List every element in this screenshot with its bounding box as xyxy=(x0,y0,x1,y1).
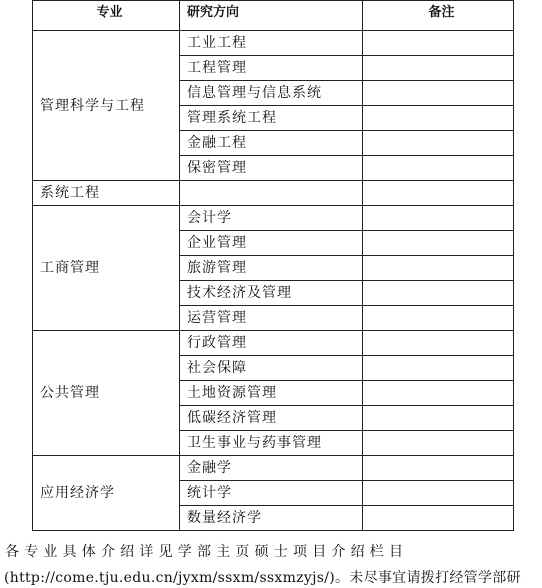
direction-cell: 保密管理 xyxy=(180,156,363,181)
note-cell xyxy=(363,131,514,156)
majors-table xyxy=(32,0,514,531)
direction-cell: 统计学 xyxy=(180,481,363,506)
major-cell: 公共管理 xyxy=(33,331,180,456)
direction-cell: 信息管理与信息系统 xyxy=(180,81,363,106)
note-cell xyxy=(363,381,514,406)
note-cell xyxy=(363,181,514,206)
direction-cell: 工业工程 xyxy=(180,31,363,56)
direction-cell: 行政管理 xyxy=(180,331,363,356)
direction-cell: 旅游管理 xyxy=(180,256,363,281)
major-cell: 应用经济学 xyxy=(33,456,180,531)
direction-cell: 运营管理 xyxy=(180,306,363,331)
direction-cell: 技术经济及管理 xyxy=(180,281,363,306)
note-cell xyxy=(363,481,514,506)
note-cell xyxy=(363,506,514,531)
direction-cell: 会计学 xyxy=(180,206,363,231)
note-cell xyxy=(363,106,514,131)
footer-line-2: (http://come.tju.edu.cn/jyxm/ssxm/ssxmzyjs/)。未尽事宜请拨打经管学部研 xyxy=(4,570,521,586)
table-row xyxy=(33,31,514,56)
direction-cell: 金融学 xyxy=(180,456,363,481)
note-cell xyxy=(363,81,514,106)
direction-cell: 社会保障 xyxy=(180,356,363,381)
note-cell xyxy=(363,256,514,281)
note-cell xyxy=(363,431,514,456)
header-major: 专业 xyxy=(33,1,180,31)
table-row xyxy=(33,206,514,231)
direction-cell: 数量经济学 xyxy=(180,506,363,531)
direction-cell xyxy=(180,181,363,206)
note-cell xyxy=(363,156,514,181)
note-cell xyxy=(363,406,514,431)
note-cell xyxy=(363,356,514,381)
direction-cell: 金融工程 xyxy=(180,131,363,156)
note-cell xyxy=(363,306,514,331)
direction-cell: 管理系统工程 xyxy=(180,106,363,131)
note-cell xyxy=(363,331,514,356)
table-row xyxy=(33,456,514,481)
note-cell xyxy=(363,206,514,231)
note-cell xyxy=(363,456,514,481)
direction-cell: 土地资源管理 xyxy=(180,381,363,406)
major-cell: 工商管理 xyxy=(33,206,180,331)
table-header-row xyxy=(33,1,514,31)
note-cell xyxy=(363,31,514,56)
footer-line-1: 各专业具体介绍详见学部主页硕士项目介绍栏目 xyxy=(5,544,409,560)
major-cell: 管理科学与工程 xyxy=(33,31,180,181)
header-note: 备注 xyxy=(363,1,514,31)
note-cell xyxy=(363,56,514,81)
direction-cell: 卫生事业与药事管理 xyxy=(180,431,363,456)
table-row xyxy=(33,331,514,356)
note-cell xyxy=(363,231,514,256)
table-row xyxy=(33,181,514,206)
direction-cell: 工程管理 xyxy=(180,56,363,81)
table-body xyxy=(33,31,514,531)
direction-cell: 低碳经济管理 xyxy=(180,406,363,431)
header-direction: 研究方向 xyxy=(180,1,363,31)
direction-cell: 企业管理 xyxy=(180,231,363,256)
note-cell xyxy=(363,281,514,306)
major-cell: 系统工程 xyxy=(33,181,180,206)
